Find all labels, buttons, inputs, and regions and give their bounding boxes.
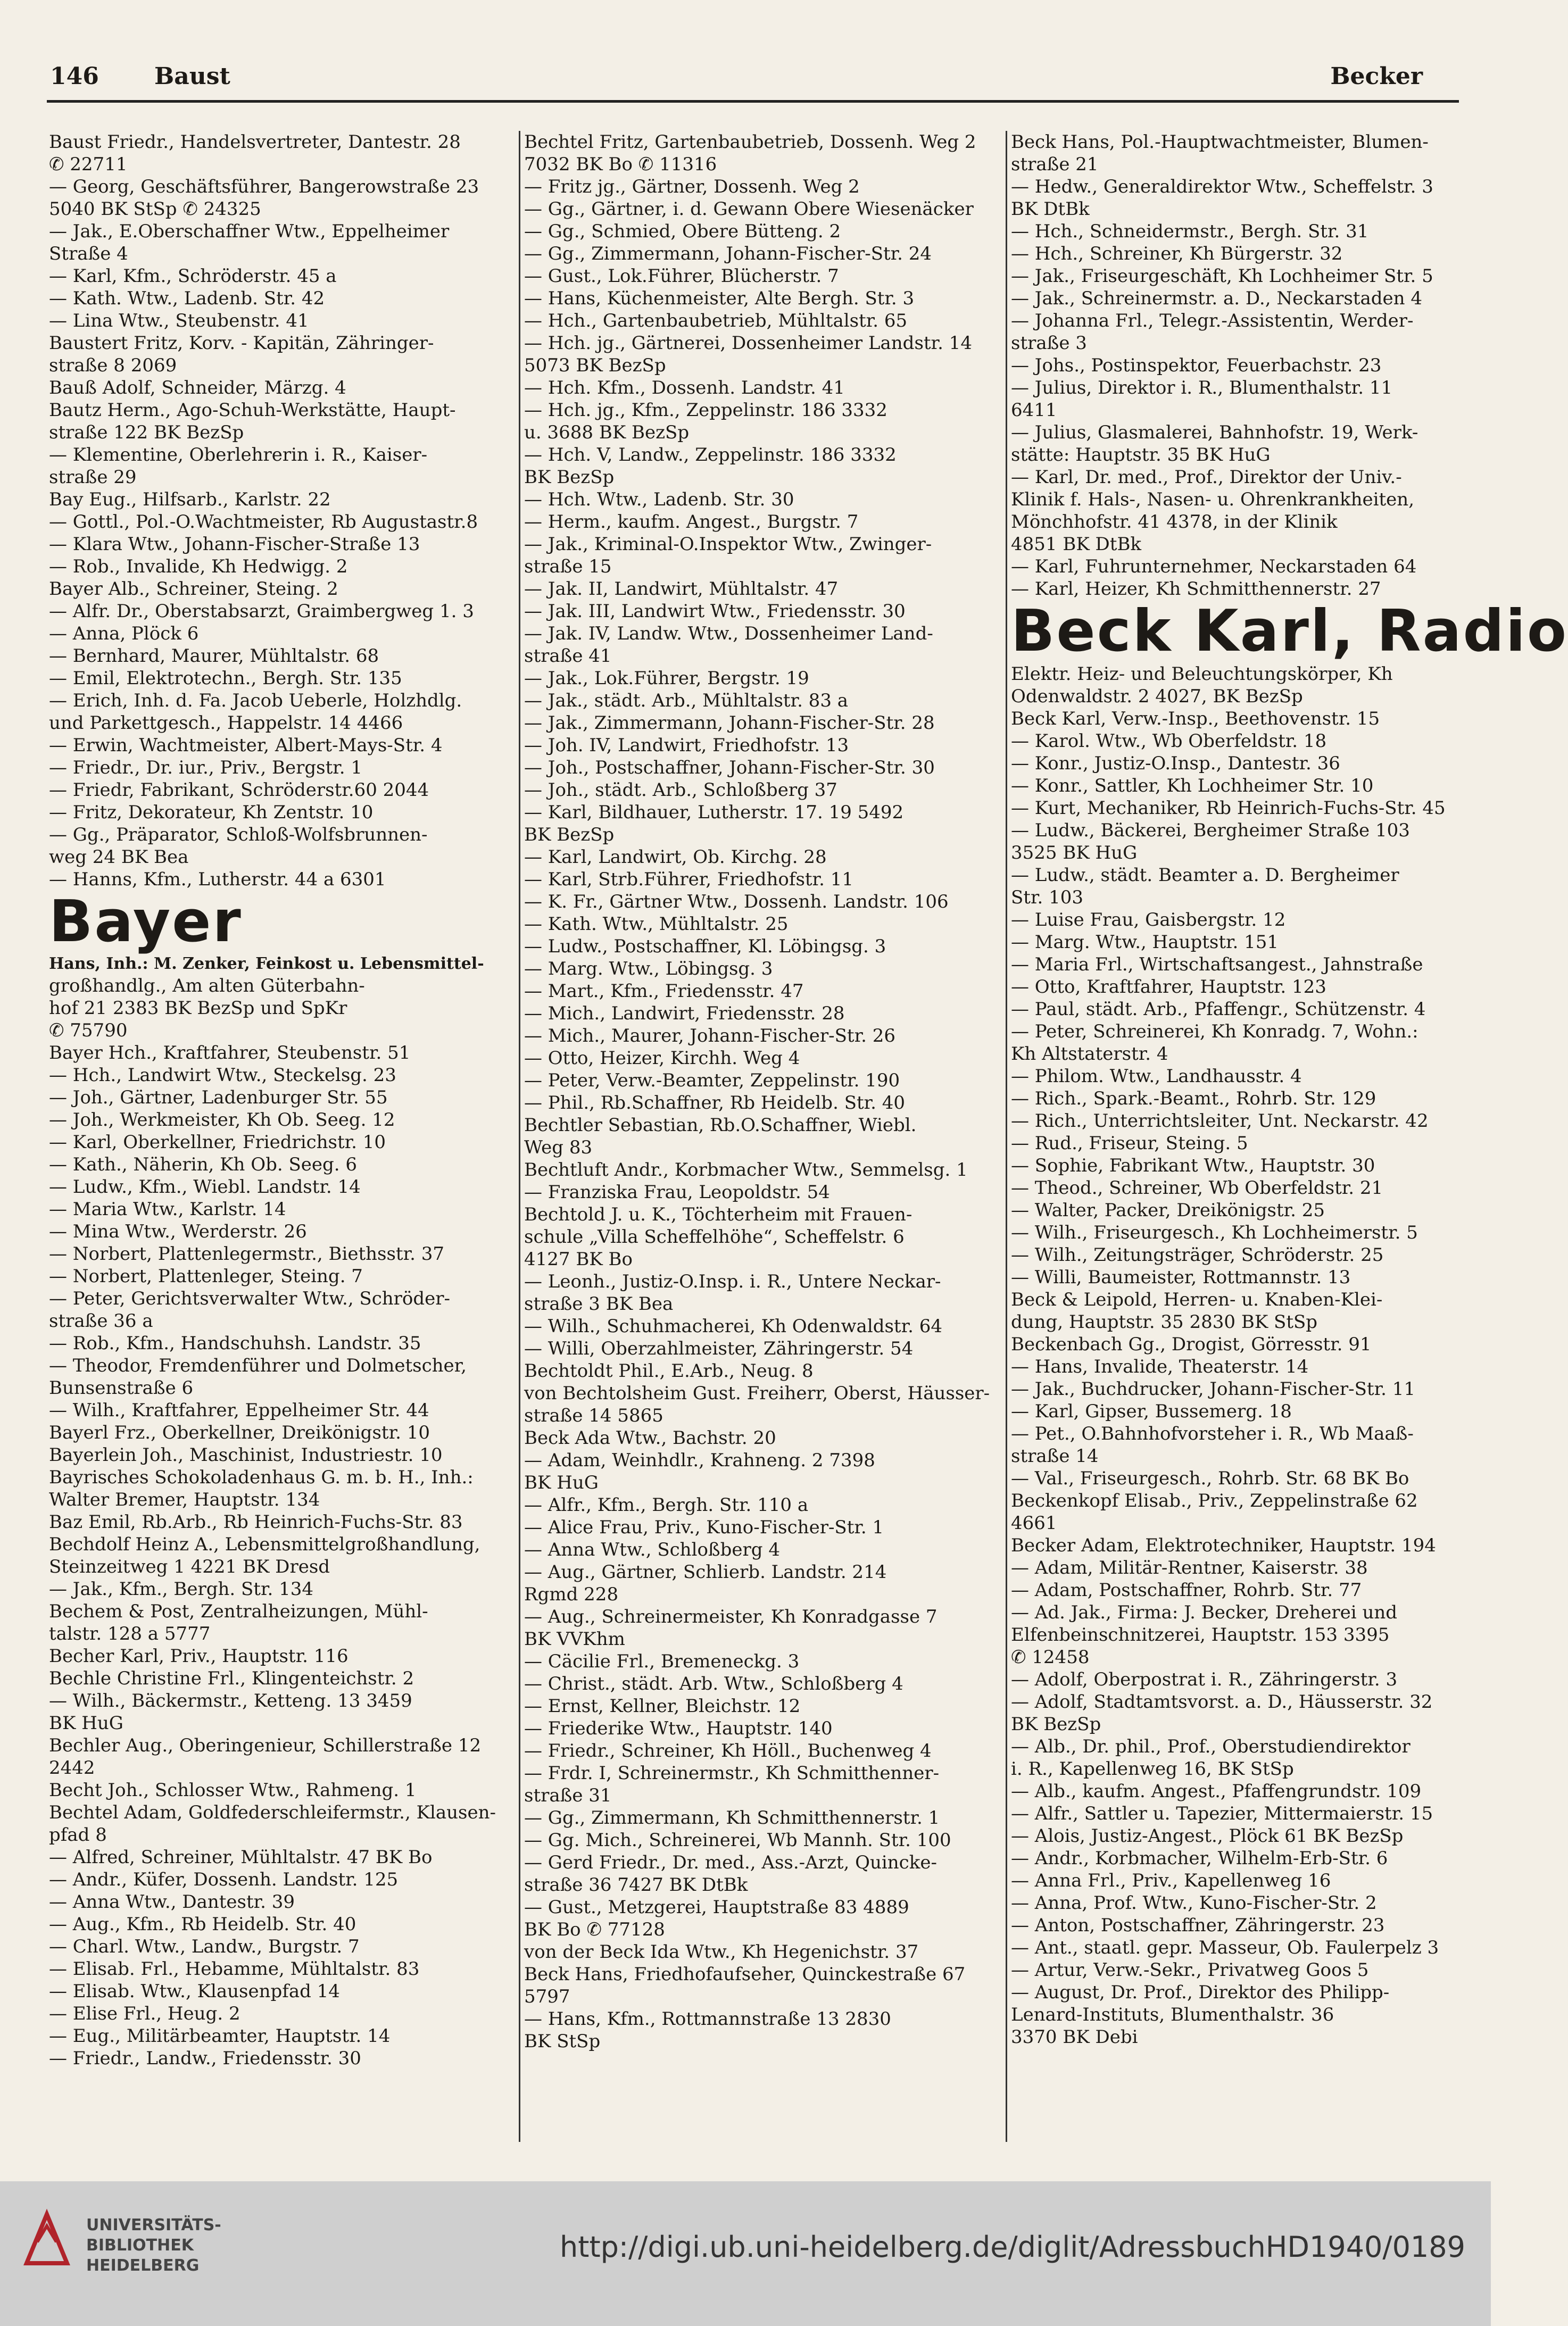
directory-entry: — Cäcilie Frl., Bremeneckg. 3 xyxy=(524,1651,800,1672)
directory-entry: — Willi, Baumeister, Rottmannstr. 13 xyxy=(1011,1267,1351,1288)
directory-entry: — Karl, Fuhrunternehmer, Neckarstaden 64 xyxy=(1011,556,1417,577)
directory-entry: — Adam, Postschaffner, Rohrb. Str. 77 xyxy=(1011,1580,1362,1601)
directory-entry: 3525 BK HuG xyxy=(1011,842,1138,863)
library-name xyxy=(86,2215,221,2276)
directory-entry: — Hans, Küchenmeister, Alte Bergh. Str. 3 xyxy=(524,288,915,309)
directory-entry: Bayer Alb., Schreiner, Steing. 2 xyxy=(49,578,338,600)
directory-entry: — Ant., staatl. gepr. Masseur, Ob. Faulerpelz 3 xyxy=(1011,1937,1439,1958)
directory-entry: ✆ 22711 xyxy=(49,154,128,175)
directory-entry: — Alfr., Sattler u. Tapezier, Mittermaierstr. 15 xyxy=(1011,1803,1433,1824)
directory-entry: — August, Dr. Prof., Direktor des Philipp- xyxy=(1011,1982,1390,2003)
directory-entry: — Anna, Prof. Wtw., Kuno-Fischer-Str. 2 xyxy=(1011,1892,1377,1914)
directory-entry: — Konr., Sattler, Kh Lochheimer Str. 10 xyxy=(1011,775,1374,796)
directory-entry: straße 15 xyxy=(524,556,612,577)
directory-entry: BK DtBk xyxy=(1011,198,1090,220)
directory-entry: — Adolf, Stadtamtsvorst. a. D., Häusserstr. 32 xyxy=(1011,1691,1433,1713)
directory-entry: — Gerd Friedr., Dr. med., Ass.-Arzt, Quincke- xyxy=(524,1852,937,1873)
directory-entry: — Paul, städt. Arb., Pfaffengr., Schützenstr. 4 xyxy=(1011,999,1426,1020)
directory-entry: — Jak., Kriminal-O.Inspektor Wtw., Zwinger- xyxy=(524,534,932,555)
directory-entry: Mönchhofstr. 41 4378, in der Klinik xyxy=(1011,511,1338,533)
directory-entry: — Rob., Invalide, Kh Hedwigg. 2 xyxy=(49,556,348,577)
directory-entry: — Franziska Frau, Leopoldstr. 54 xyxy=(524,1182,830,1203)
directory-entry: — Aug., Gärtner, Schlierb. Landstr. 214 xyxy=(524,1561,887,1583)
directory-entry: — Friedr., Landw., Friedensstr. 30 xyxy=(49,2048,361,2069)
directory-entry: straße 8 2069 xyxy=(49,355,177,376)
directory-entry: — Johs., Postinspektor, Feuerbachstr. 23 xyxy=(1011,355,1382,376)
directory-entry: — Friedr, Fabrikant, Schröderstr.60 2044 xyxy=(49,779,429,801)
directory-entry: 6411 xyxy=(1011,400,1057,421)
directory-entry: Bechem & Post, Zentralheizungen, Mühl- xyxy=(49,1601,428,1622)
directory-entry: straße 36 7427 BK DtBk xyxy=(524,1874,748,1896)
directory-entry: — Frdr. I, Schreinermstr., Kh Schmitthenner- xyxy=(524,1763,940,1784)
directory-entry: Lenard-Instituts, Blumenthalstr. 36 xyxy=(1011,2004,1334,2025)
directory-entry: Bechler Aug., Oberingenieur, Schillerstraße 12 xyxy=(49,1735,482,1756)
directory-entry: — Joh., Postschaffner, Johann-Fischer-Str. 30 xyxy=(524,757,935,778)
advertisement-heading: Beck Karl, Radio xyxy=(1011,598,1568,664)
directory-entry: — Fritz, Dekorateur, Kh Zentstr. 10 xyxy=(49,802,374,823)
directory-entry: — Ludw., städt. Beamter a. D. Bergheimer xyxy=(1011,865,1399,886)
directory-entry: — Karl, Heizer, Kh Schmitthennerstr. 27 xyxy=(1011,578,1381,600)
directory-entry: — Friedr., Schreiner, Kh Höll., Buchenweg 4 xyxy=(524,1740,932,1762)
directory-entry: Beck Karl, Verw.-Insp., Beethovenstr. 15 xyxy=(1011,708,1380,729)
directory-entry: Bayerlein Joh., Maschinist, Industriestr. 10 xyxy=(49,1444,443,1466)
directory-entry: Beck Hans, Friedhofaufseher, Quinckestraße 67 xyxy=(524,1964,966,1985)
directory-entry: — Walter, Packer, Dreikönigstr. 25 xyxy=(1011,1200,1325,1221)
directory-entry: — Karl, Kfm., Schröderstr. 45 a xyxy=(49,265,337,287)
directory-entry: Bechdolf Heinz A., Lebensmittelgroßhandlung, xyxy=(49,1534,480,1555)
directory-entry: — Jak., Zimmermann, Johann-Fischer-Str. 28 xyxy=(524,712,935,734)
directory-entry: — Ludw., Postschaffner, Kl. Löbingsg. 3 xyxy=(524,936,886,957)
directory-entry: — Joh., Werkmeister, Kh Ob. Seeg. 12 xyxy=(49,1109,395,1131)
directory-entry: — Jak., Friseurgeschäft, Kh Lochheimer Str. 5 xyxy=(1011,265,1433,287)
directory-entry: — Pet., O.Bahnhofvorsteher i. R., Wb Maaß- xyxy=(1011,1423,1414,1444)
directory-entry: — Karl, Landwirt, Ob. Kirchg. 28 xyxy=(524,846,827,868)
directory-entry: — Friederike Wtw., Hauptstr. 140 xyxy=(524,1718,833,1739)
directory-entry: straße 14 5865 xyxy=(524,1405,663,1426)
directory-entry: — Norbert, Plattenleger, Steing. 7 xyxy=(49,1266,363,1287)
directory-entry: — Jak., städt. Arb., Mühltalstr. 83 a xyxy=(524,690,849,711)
directory-entry: Klinik f. Hals-, Nasen- u. Ohrenkrankheiten, xyxy=(1011,489,1415,510)
directory-entry: Bechtel Adam, Goldfederschleifermstr., Klausen- xyxy=(49,1802,496,1823)
directory-entry: — Julius, Glasmalerei, Bahnhofstr. 19, Werk- xyxy=(1011,422,1418,443)
directory-entry: — Adolf, Oberpostrat i. R., Zähringerstr. 3 xyxy=(1011,1669,1398,1690)
directory-entry: — Theodor, Fremdenführer und Dolmetscher, xyxy=(49,1355,467,1376)
directory-entry: — Luise Frau, Gaisbergstr. 12 xyxy=(1011,909,1286,931)
directory-entry: straße 3 xyxy=(1011,333,1087,354)
directory-entry: — Otto, Kraftfahrer, Hauptstr. 123 xyxy=(1011,976,1326,998)
directory-entry: — Gg. Mich., Schreinerei, Wb Mannh. Str. 100 xyxy=(524,1830,951,1851)
directory-entry: — Adam, Weinhdlr., Krahneng. 2 7398 xyxy=(524,1450,875,1471)
directory-entry: Bechtel Fritz, Gartenbaubetrieb, Dossenh. Weg 2 xyxy=(524,131,976,153)
directory-entry: — Charl. Wtw., Landw., Burgstr. 7 xyxy=(49,1936,360,1957)
directory-entry: — Wilh., Bäckermstr., Ketteng. 13 3459 xyxy=(49,1690,412,1712)
directory-entry: — Karl, Gipser, Bussemerg. 18 xyxy=(1011,1401,1292,1422)
directory-entry: Bayerl Frz., Oberkellner, Dreikönigstr. 10 xyxy=(49,1422,430,1443)
directory-entry: — Anna, Plöck 6 xyxy=(49,623,199,644)
directory-entry: — Wilh., Kraftfahrer, Eppelheimer Str. 44 xyxy=(49,1400,429,1421)
directory-entry: — Maria Frl., Wirtschaftsangest., Jahnstraße xyxy=(1011,954,1423,975)
directory-entry: — Johanna Frl., Telegr.-Assistentin, Werder- xyxy=(1011,310,1414,331)
directory-entry: — Andr., Küfer, Dossenh. Landstr. 125 xyxy=(49,1869,399,1890)
directory-entry: dung, Hauptstr. 35 2830 BK StSp xyxy=(1011,1311,1318,1333)
directory-entry: — K. Fr., Gärtner Wtw., Dossenh. Landstr. 106 xyxy=(524,891,949,912)
directory-entry: — Gg., Präparator, Schloß-Wolfsbrunnen- xyxy=(49,824,428,845)
directory-entry: Bechtluft Andr., Korbmacher Wtw., Semmelsg. 1 xyxy=(524,1159,968,1181)
directory-entry: — Joh., Gärtner, Ladenburger Str. 55 xyxy=(49,1087,388,1108)
directory-entry: — Hch. Kfm., Dossenh. Landstr. 41 xyxy=(524,377,845,398)
directory-entry: — Joh., städt. Arb., Schloßberg 37 xyxy=(524,779,837,801)
directory-entry: großhandlg., Am alten Güterbahn- xyxy=(49,975,365,996)
directory-entry: — Konr., Justiz-O.Insp., Dantestr. 36 xyxy=(1011,753,1340,774)
directory-entry: — Artur, Verw.-Sekr., Privatweg Goos 5 xyxy=(1011,1959,1369,1981)
directory-entry: schule „Villa Scheffelhöhe“, Scheffelstr. 6 xyxy=(524,1226,905,1248)
directory-entry: — Ernst, Kellner, Bleichstr. 12 xyxy=(524,1696,801,1717)
directory-entry: — Peter, Schreinerei, Kh Konradg. 7, Wohn.: xyxy=(1011,1021,1418,1042)
directory-entry: — Peter, Gerichtsverwalter Wtw., Schröder- xyxy=(49,1288,451,1309)
directory-entry: talstr. 128 a 5777 xyxy=(49,1623,211,1644)
directory-entry: — Elise Frl., Heug. 2 xyxy=(49,2003,240,2024)
directory-entry: — Alfred, Schreiner, Mühltalstr. 47 BK Bo xyxy=(49,1847,433,1868)
directory-entry: — Hans, Kfm., Rottmannstraße 13 2830 xyxy=(524,2008,891,2030)
directory-entry: 5797 xyxy=(524,1986,570,2007)
directory-entry: — Georg, Geschäftsführer, Bangerowstraße 23 xyxy=(49,176,479,197)
directory-entry: — Julius, Direktor i. R., Blumenthalstr. 11 xyxy=(1011,377,1393,398)
directory-entry: — Kath., Näherin, Kh Ob. Seeg. 6 xyxy=(49,1154,358,1175)
page-number: 146 xyxy=(50,63,99,90)
directory-entry: Bay Eug., Hilfsarb., Karlstr. 22 xyxy=(49,489,331,510)
library-name-line: HEIDELBERG xyxy=(86,2256,200,2275)
directory-entry: — Alfr. Dr., Oberstabsarzt, Graimbergweg 1. 3 xyxy=(49,601,474,622)
directory-entry: — Anna Wtw., Dantestr. 39 xyxy=(49,1891,295,1913)
directory-entry: — Leonh., Justiz-O.Insp. i. R., Untere Neckar- xyxy=(524,1271,941,1292)
directory-entry: — Ludw., Bäckerei, Bergheimer Straße 103 xyxy=(1011,820,1410,841)
directory-entry: — Jak., Buchdrucker, Johann-Fischer-Str. 11 xyxy=(1011,1378,1415,1400)
directory-entry: und Parkettgesch., Happelstr. 14 4466 xyxy=(49,712,403,734)
directory-entry: 4661 xyxy=(1011,1513,1057,1534)
directory-entry: — Alois, Justiz-Angest., Plöck 61 BK BezSp xyxy=(1011,1825,1404,1847)
directory-entry: Beckenbach Gg., Drogist, Görresstr. 91 xyxy=(1011,1334,1372,1355)
directory-entry: i. R., Kapellenweg 16, BK StSp xyxy=(1011,1758,1294,1780)
directory-entry: Odenwaldstr. 2 4027, BK BezSp xyxy=(1011,686,1303,707)
directory-entry: — Andr., Korbmacher, Wilhelm-Erb-Str. 6 xyxy=(1011,1848,1388,1869)
directory-entry: BK StSp xyxy=(524,2031,601,2052)
directory-entry: — Gg., Zimmermann, Kh Schmitthennerstr. 1 xyxy=(524,1807,940,1829)
directory-entry: — Klara Wtw., Johann-Fischer-Straße 13 xyxy=(49,534,420,555)
directory-entry: — Hch. jg., Gärtnerei, Dossenheimer Landstr. 14 xyxy=(524,333,972,354)
directory-entry: Becker Adam, Elektrotechniker, Hauptstr. 194 xyxy=(1011,1535,1436,1556)
directory-entry: stätte: Hauptstr. 35 BK HuG xyxy=(1011,444,1271,466)
directory-entry: — Jak., Lok.Führer, Bergstr. 19 xyxy=(524,668,809,689)
directory-entry: — Alfr., Kfm., Bergh. Str. 110 a xyxy=(524,1494,809,1516)
directory-entry: — Alb., Dr. phil., Prof., Oberstudiendirektor xyxy=(1011,1736,1411,1757)
directory-entry: — Gg., Zimmermann, Johann-Fischer-Str. 24 xyxy=(524,243,932,264)
directory-entry: straße 21 xyxy=(1011,154,1099,175)
directory-entry: — Aug., Schreinermeister, Kh Konradgasse 7 xyxy=(524,1606,938,1627)
directory-entry: — Wilh., Zeitungsträger, Schröderstr. 25 xyxy=(1011,1244,1384,1266)
directory-entry: straße 122 BK BezSp xyxy=(49,422,244,443)
directory-entry: Baz Emil, Rb.Arb., Rb Heinrich-Fuchs-Str. 83 xyxy=(49,1511,463,1533)
directory-entry: — Hch., Landwirt Wtw., Steckelsg. 23 xyxy=(49,1065,396,1086)
directory-entry: — Sophie, Fabrikant Wtw., Hauptstr. 30 xyxy=(1011,1155,1375,1176)
directory-entry: BK HuG xyxy=(524,1472,599,1493)
directory-entry: Beck Ada Wtw., Bachstr. 20 xyxy=(524,1427,776,1449)
directory-entry: — Friedr., Dr. iur., Priv., Bergstr. 1 xyxy=(49,757,363,778)
directory-entry: Walter Bremer, Hauptstr. 134 xyxy=(49,1489,320,1510)
digital-copy-link[interactable]: http://digi.ub.uni-heidelberg.de/diglit/AdressbuchHD1940/0189 xyxy=(560,2230,1465,2264)
directory-entry: BK HuG xyxy=(49,1713,123,1734)
directory-entry: — Mich., Landwirt, Friedensstr. 28 xyxy=(524,1003,845,1024)
directory-entry: — Wilh., Schuhmacherei, Kh Odenwaldstr. 64 xyxy=(524,1316,942,1337)
directory-entry: — Kath. Wtw., Ladenb. Str. 42 xyxy=(49,288,325,309)
directory-entry: — Karol. Wtw., Wb Oberfeldstr. 18 xyxy=(1011,730,1327,752)
directory-entry: 4851 BK DtBk xyxy=(1011,534,1142,555)
directory-entry: — Peter, Verw.-Beamter, Zeppelinstr. 190 xyxy=(524,1070,900,1091)
directory-entry: — Willi, Oberzahlmeister, Zähringerstr. 54 xyxy=(524,1338,914,1359)
directory-entry: ✆ 12458 xyxy=(1011,1647,1090,1668)
directory-entry: Bauß Adolf, Schneider, Märzg. 4 xyxy=(49,377,346,398)
directory-entry: — Elisab. Wtw., Klausenpfad 14 xyxy=(49,1981,340,2002)
directory-entry: — Phil., Rb.Schaffner, Rb Heidelb. Str. 40 xyxy=(524,1092,906,1114)
directory-entry: BK BezSp xyxy=(524,467,615,488)
directory-entry: — Alice Frau, Priv., Kuno-Fischer-Str. 1 xyxy=(524,1517,884,1538)
directory-entry: — Klementine, Oberlehrerin i. R., Kaiser- xyxy=(49,444,428,466)
directory-entry: — Otto, Heizer, Kirchh. Weg 4 xyxy=(524,1048,800,1069)
directory-entry: Kh Altstaterstr. 4 xyxy=(1011,1043,1168,1065)
directory-entry: — Val., Friseurgesch., Rohrb. Str. 68 BK Bo xyxy=(1011,1468,1409,1489)
directory-entry: — Hch. Wtw., Ladenb. Str. 30 xyxy=(524,489,794,510)
directory-entry: — Elisab. Frl., Hebamme, Mühltalstr. 83 xyxy=(49,1958,420,1980)
directory-entry: — Rich., Unterrichtsleiter, Unt. Neckarstr. 42 xyxy=(1011,1110,1429,1132)
advertisement-heading: Bayer xyxy=(49,888,243,955)
directory-entry: straße 31 xyxy=(524,1785,612,1806)
advertisement-text: Hans, Inh.: M. Zenker, Feinkost u. Lebensmittel- xyxy=(49,954,484,973)
directory-entry: — Gust., Lok.Führer, Blücherstr. 7 xyxy=(524,265,839,287)
directory-entry: hof 21 2383 BK BezSp und SpKr xyxy=(49,998,347,1019)
directory-entry: BK Bo ✆ 77128 xyxy=(524,1919,665,1940)
directory-entry: — Anna Wtw., Schloßberg 4 xyxy=(524,1539,780,1560)
directory-entry: — Jak. III, Landwirt Wtw., Friedensstr. 30 xyxy=(524,601,906,622)
directory-entry: — Theod., Schreiner, Wb Oberfeldstr. 21 xyxy=(1011,1177,1383,1199)
column-divider xyxy=(1006,131,1007,2142)
directory-entry: — Hch. jg., Kfm., Zeppelinstr. 186 3332 xyxy=(524,400,887,421)
directory-entry: — Mart., Kfm., Friedensstr. 47 xyxy=(524,981,804,1002)
directory-entry: — Anna Frl., Priv., Kapellenweg 16 xyxy=(1011,1870,1331,1891)
directory-entry: — Norbert, Plattenlegermstr., Biethsstr. 37 xyxy=(49,1243,444,1265)
directory-entry: straße 41 xyxy=(524,645,612,667)
directory-entry: — Hch., Schneidermstr., Bergh. Str. 31 xyxy=(1011,221,1369,242)
directory-entry: — Mich., Maurer, Johann-Fischer-Str. 26 xyxy=(524,1025,895,1046)
directory-entry: BK BezSp xyxy=(524,824,615,845)
directory-entry: Weg 83 xyxy=(524,1137,593,1158)
column-3 xyxy=(1011,131,1568,2142)
running-head-right: Becker xyxy=(1330,63,1423,90)
directory-entry: Elfenbeinschnitzerei, Hauptstr. 153 3395 xyxy=(1011,1624,1390,1646)
library-name-line: UNIVERSITÄTS- xyxy=(86,2216,221,2234)
directory-entry: Straße 4 xyxy=(49,243,128,264)
directory-entry: Bechtold J. u. K., Töchterheim mit Frauen- xyxy=(524,1204,912,1225)
directory-entry: — Herm., kaufm. Angest., Burgstr. 7 xyxy=(524,511,859,533)
directory-entry: — Anton, Postschaffner, Zähringerstr. 23 xyxy=(1011,1915,1385,1936)
directory-entry: Becher Karl, Priv., Hauptstr. 116 xyxy=(49,1646,349,1667)
column-2 xyxy=(524,131,990,2142)
directory-entry: — Mina Wtw., Werderstr. 26 xyxy=(49,1221,307,1242)
directory-entry: von der Beck Ida Wtw., Kh Hegenichstr. 37 xyxy=(524,1941,919,1963)
directory-entry: — Rud., Friseur, Steing. 5 xyxy=(1011,1133,1248,1154)
directory-entry: — Jak. IV, Landw. Wtw., Dossenheimer Land- xyxy=(524,623,933,644)
directory-entry: — Ludw., Kfm., Wiebl. Landstr. 14 xyxy=(49,1176,361,1198)
directory-entry: — Rob., Kfm., Handschuhsh. Landstr. 35 xyxy=(49,1333,421,1354)
directory-entry: — Gust., Metzgerei, Hauptstraße 83 4889 xyxy=(524,1897,909,1918)
directory-entry: von Bechtolsheim Gust. Freiherr, Oberst, Häusser- xyxy=(524,1383,990,1404)
directory-entry: — Joh. IV, Landwirt, Friedhofstr. 13 xyxy=(524,735,849,756)
directory-entry: Steinzeitweg 1 4221 BK Dresd xyxy=(49,1556,330,1577)
column-divider xyxy=(519,131,520,2142)
directory-entry: straße 3 BK Bea xyxy=(524,1293,674,1315)
directory-entry: — Fritz jg., Gärtner, Dossenh. Weg 2 xyxy=(524,176,860,197)
library-footer xyxy=(0,2181,1491,2326)
directory-entry: — Eug., Militärbeamter, Hauptstr. 14 xyxy=(49,2025,391,2047)
directory-entry: — Kurt, Mechaniker, Rb Heinrich-Fuchs-Str. 45 xyxy=(1011,798,1446,819)
directory-entry: Bunsenstraße 6 xyxy=(49,1377,194,1399)
directory-entry: — Karl, Strb.Führer, Friedhofstr. 11 xyxy=(524,869,853,890)
directory-entry: 5040 BK StSp ✆ 24325 xyxy=(49,198,261,220)
directory-entry: — Gottl., Pol.-O.Wachtmeister, Rb Augustastr.8 xyxy=(49,511,478,533)
directory-entry: — Hans, Invalide, Theaterstr. 14 xyxy=(1011,1356,1309,1377)
directory-entry: Bayrisches Schokoladenhaus G. m. b. H., Inh.: xyxy=(49,1467,474,1488)
directory-entry: Beckenkopf Elisab., Priv., Zeppelinstraße 62 xyxy=(1011,1490,1418,1511)
directory-entry: straße 36 a xyxy=(49,1310,153,1332)
directory-entry: straße 29 xyxy=(49,467,137,488)
directory-entry: 4127 BK Bo xyxy=(524,1249,633,1270)
directory-entry: — Hch. V, Landw., Zeppelinstr. 186 3332 xyxy=(524,444,897,466)
directory-entry: — Bernhard, Maurer, Mühltalstr. 68 xyxy=(49,645,379,667)
directory-entry: Bechle Christine Frl., Klingenteichstr. 2 xyxy=(49,1668,414,1689)
directory-entry: Bechtler Sebastian, Rb.O.Schaffner, Wiebl. xyxy=(524,1115,917,1136)
directory-entry: — Lina Wtw., Steubenstr. 41 xyxy=(49,310,309,331)
directory-entry: — Marg. Wtw., Löbingsg. 3 xyxy=(524,958,773,979)
directory-entry: — Jak., Kfm., Bergh. Str. 134 xyxy=(49,1579,314,1600)
directory-entry: — Philom. Wtw., Landhausstr. 4 xyxy=(1011,1066,1302,1087)
directory-entry: Rgmd 228 xyxy=(524,1584,619,1605)
directory-entry: — Gg., Schmied, Obere Bütteng. 2 xyxy=(524,221,841,242)
directory-entry: — Erich, Inh. d. Fa. Jacob Ueberle, Holzhdlg. xyxy=(49,690,462,711)
directory-entry: Becht Joh., Schlosser Wtw., Rahmeng. 1 xyxy=(49,1780,417,1801)
directory-entry: — Aug., Kfm., Rb Heidelb. Str. 40 xyxy=(49,1914,356,1935)
directory-entry: Baust Friedr., Handelsvertreter, Dantestr. 28 xyxy=(49,131,461,153)
directory-entry: Bautz Herm., Ago-Schuh-Werkstätte, Haupt- xyxy=(49,400,456,421)
directory-entry: Baustert Fritz, Korv. - Kapitän, Zähringer- xyxy=(49,333,434,354)
directory-entry: — Gg., Gärtner, i. d. Gewann Obere Wiesenäcker xyxy=(524,198,974,220)
directory-entry: — Ad. Jak., Firma: J. Becker, Dreherei und xyxy=(1011,1602,1398,1623)
directory-entry: — Karl, Bildhauer, Lutherstr. 17. 19 5492 xyxy=(524,802,904,823)
directory-entry: — Emil, Elektrotechn., Bergh. Str. 135 xyxy=(49,668,402,689)
directory-entry: u. 3688 BK BezSp xyxy=(524,422,690,443)
directory-entry: — Marg. Wtw., Hauptstr. 151 xyxy=(1011,932,1279,953)
directory-entry: BK BezSp xyxy=(1011,1714,1101,1735)
directory-entry: — Wilh., Friseurgesch., Kh Lochheimerstr. 5 xyxy=(1011,1222,1418,1243)
directory-entry: — Kath. Wtw., Mühltalstr. 25 xyxy=(524,913,789,935)
directory-entry: 7032 BK Bo ✆ 11316 xyxy=(524,154,717,175)
directory-entry: — Hch., Schreiner, Kh Bürgerstr. 32 xyxy=(1011,243,1343,264)
directory-entry: 2442 xyxy=(49,1757,95,1779)
directory-entry: Str. 103 xyxy=(1011,887,1083,908)
directory-entry: — Hch., Gartenbaubetrieb, Mühltalstr. 65 xyxy=(524,310,908,331)
directory-entry: pfad 8 xyxy=(49,1824,107,1846)
directory-entry: — Rich., Spark.-Beamt., Rohrb. Str. 129 xyxy=(1011,1088,1376,1109)
column-1 xyxy=(49,131,512,2142)
directory-entry: — Jak., E.Oberschaffner Wtw., Eppelheimer xyxy=(49,221,450,242)
library-name-line: BIBLIOTHEK xyxy=(86,2236,194,2255)
directory-entry: — Hedw., Generaldirektor Wtw., Scheffelstr. 3 xyxy=(1011,176,1433,197)
running-head-left: Baust xyxy=(154,63,230,90)
directory-entry: — Jak. II, Landwirt, Mühltalstr. 47 xyxy=(524,578,839,600)
directory-entry: Elektr. Heiz- und Beleuchtungskörper, Kh xyxy=(1011,663,1393,685)
directory-entry: Beck & Leipold, Herren- u. Knaben-Klei- xyxy=(1011,1289,1383,1310)
directory-entry: — Jak., Schreinermstr. a. D., Neckarstaden 4 xyxy=(1011,288,1422,309)
directory-entry: — Karl, Oberkellner, Friedrichstr. 10 xyxy=(49,1132,386,1153)
directory-entry: ✆ 75790 xyxy=(49,1020,128,1041)
directory-entry: BK VVKhm xyxy=(524,1629,625,1650)
directory-entry: — Erwin, Wachtmeister, Albert-Mays-Str. 4 xyxy=(49,735,443,756)
directory-entry: Beck Hans, Pol.-Hauptwachtmeister, Blumen- xyxy=(1011,131,1429,153)
directory-entry: — Christ., städt. Arb. Wtw., Schloßberg 4 xyxy=(524,1673,903,1694)
directory-entry: straße 14 xyxy=(1011,1446,1099,1467)
header-rule xyxy=(47,100,1459,103)
directory-entry: — Alb., kaufm. Angest., Pfaffengrundstr. 109 xyxy=(1011,1781,1422,1802)
directory-entry: — Hanns, Kfm., Lutherstr. 44 a 6301 xyxy=(49,869,386,890)
directory-entry: — Karl, Dr. med., Prof., Direktor der Univ.- xyxy=(1011,467,1402,488)
directory-entry: — Maria Wtw., Karlstr. 14 xyxy=(49,1199,286,1220)
directory-entry: 5073 BK BezSp xyxy=(524,355,666,376)
directory-entry: Bayer Hch., Kraftfahrer, Steubenstr. 51 xyxy=(49,1042,411,1064)
university-library-logo-icon xyxy=(21,2210,72,2270)
directory-entry: Bechtoldt Phil., E.Arb., Neug. 8 xyxy=(524,1360,814,1382)
directory-entry: — Adam, Militär-Rentner, Kaiserstr. 38 xyxy=(1011,1557,1368,1579)
directory-entry: weg 24 BK Bea xyxy=(49,846,189,868)
directory-entry: 3370 BK Debi xyxy=(1011,2026,1138,2048)
